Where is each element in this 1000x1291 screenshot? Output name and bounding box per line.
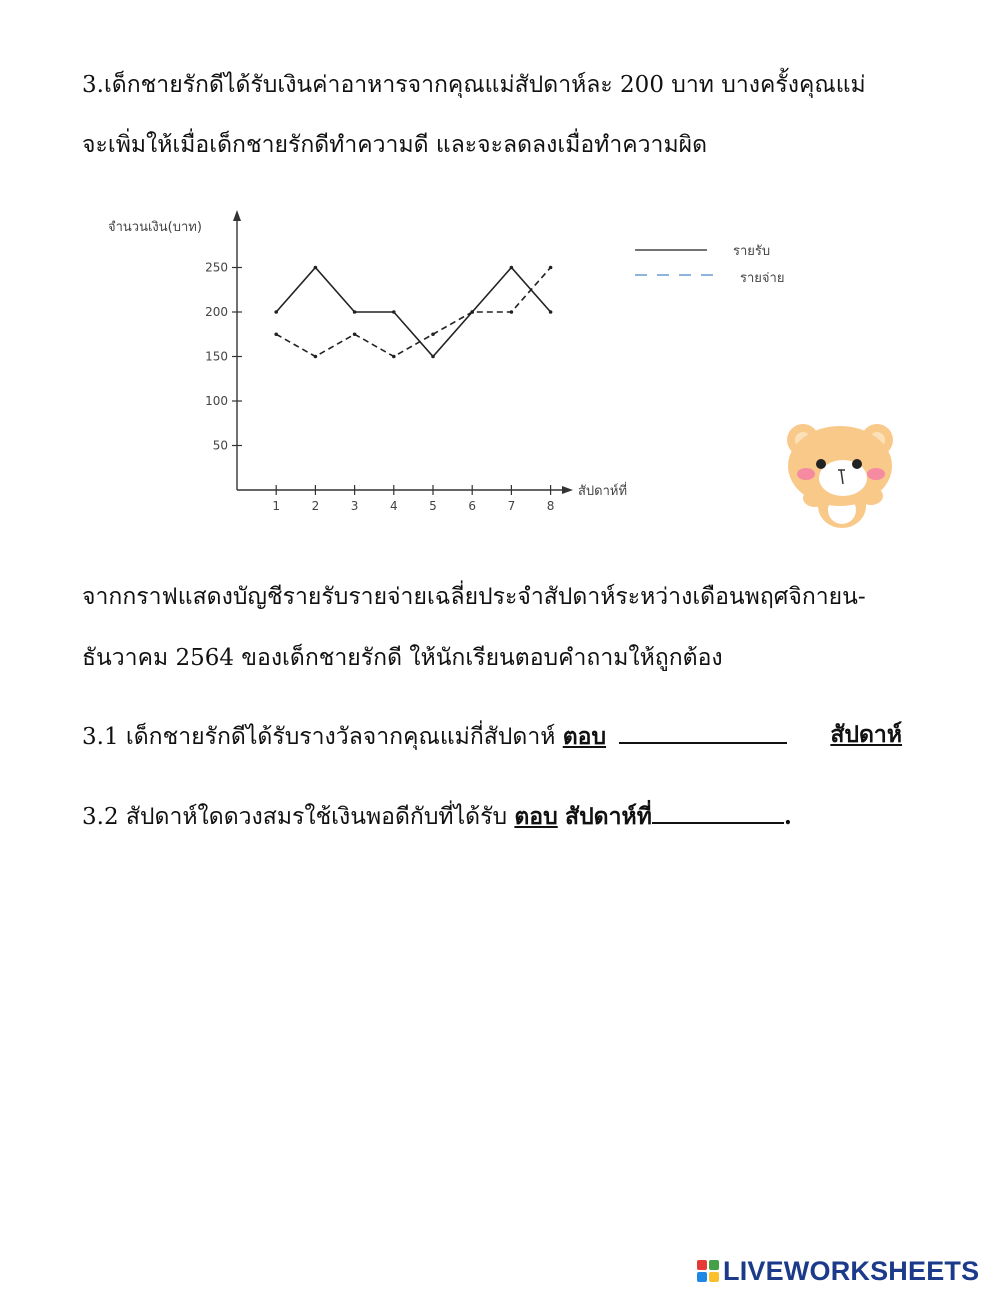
chart-axes [108,210,627,499]
intro-line-2: ธันวาคม 2564 ของเด็กชายรักดี ให้นักเรียนตอบคำถามให้ถูกต้อง [82,645,723,671]
x-tick-label: 2 [311,499,320,513]
chart-series [274,266,552,359]
x-axis-label: สัปดาห์ที่ [578,484,628,499]
y-axis-label: จำนวนเงิน(บาท) [108,220,202,235]
data-point-income [549,310,553,314]
liveworksheets-brand [697,1256,979,1286]
y-tick-label: 150 [205,349,228,364]
x-tick-label: 3 [350,499,359,513]
data-point-expense [353,332,357,336]
y-tick-label: 250 [205,260,228,275]
y-tick-label: 100 [205,394,228,408]
y-tick-label: 200 [205,305,228,319]
data-point-income [510,266,514,270]
data-point-income [274,310,278,314]
x-tick-label: 1 [272,499,281,513]
legend-income-label: รายรับ [733,244,771,259]
x-tick-label: 4 [389,499,398,513]
bear-illustration [775,418,905,533]
y-tick-label: 50 [212,438,228,453]
data-point-expense [274,332,278,336]
chart-ticks [205,261,554,514]
data-point-expense [549,266,553,270]
chart-legend [635,244,784,286]
answer-3-2-prefix: สัปดาห์ที่ [565,803,652,830]
answer-3-2-blank[interactable] [652,800,784,824]
data-point-expense [470,310,474,314]
series-line-expense [276,268,550,357]
data-point-income [431,355,435,359]
question-3-2-text: 3.2 สัปดาห์ใดดวงสมรใช้เงินพอดีกับที่ได้รับ [82,804,515,830]
x-tick-label: 8 [546,499,555,513]
answer-label: ตอบ [514,803,558,830]
data-point-expense [314,355,318,359]
liveworksheets-logo-icon [697,1260,719,1282]
data-point-expense [392,355,396,359]
data-point-expense [431,332,435,336]
answer-3-1-blank[interactable] [619,720,787,744]
answer-label: ตอบ [562,723,607,750]
question-line-1: 3.เด็กชายรักดีได้รับเงินค่าอาหารจากคุณแม่สัปดาห์ละ 200 บาท บางครั้งคุณแม่ [82,72,866,98]
x-tick-label: 7 [507,499,516,513]
legend-expense-label: รายจ่าย [740,271,785,286]
question-3-1 [82,720,902,752]
data-point-income [314,266,318,270]
answer-3-1-unit: สัปดาห์ [830,721,902,748]
x-axis-arrow [562,486,573,494]
intro-line-1: จากกราฟแสดงบัญชีรายรับรายจ่ายเฉลี่ยประจำสัปดาห์ระหว่างเดือนพฤศจิกายน- [82,584,866,610]
x-tick-label: 5 [429,499,437,513]
x-tick-label: 6 [468,499,477,513]
data-point-income [392,310,396,314]
y-axis-arrow [233,210,241,221]
income-expense-chart [100,205,820,515]
question-3-1-text: 3.1 เด็กชายรักดีได้รับรางวัลจากคุณแม่กี่สัปดาห์ [82,724,563,750]
answer-3-2-end: . [783,803,792,830]
data-point-income [353,310,357,314]
data-point-expense [510,310,514,314]
question-line-2: จะเพิ่มให้เมื่อเด็กชายรักดีทำความดี และจะลดลงเมื่อทำความผิด [82,132,708,158]
question-3-2 [82,800,792,832]
brand-text: LIVEWORKSHEETS [723,1255,980,1286]
